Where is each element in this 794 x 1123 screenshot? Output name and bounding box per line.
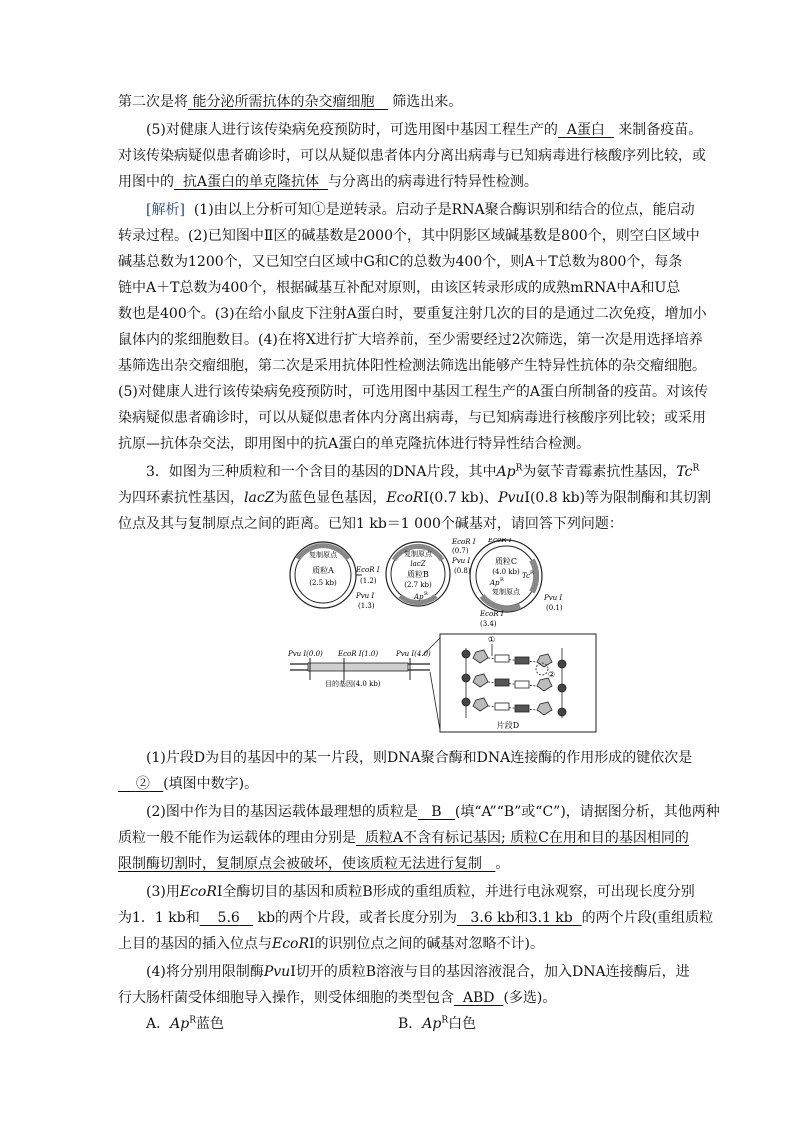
question-3-3-line-2: 为1．1 kb和 5.6 kb的两个片段，或者长度分别为 3.6 kb和3.1 kb 的两个片段(重组质粒 bbox=[118, 910, 714, 926]
plasmid-b-eco: EcoR Ⅰ bbox=[452, 538, 476, 546]
plasmid-c-pvu-pos: (0.1) bbox=[546, 604, 563, 612]
answer-blank: 限制酶切割时，复制原点会被破坏，使该质粒无法进行复制 bbox=[118, 856, 482, 872]
plasmid-b-amp: Ap bbox=[414, 593, 424, 601]
target-gene bbox=[287, 638, 440, 730]
question-3-line-3: 位点及其与复制原点之间的距离。已知1 kb＝1 000个碱基对，请回答下列问题： bbox=[118, 516, 623, 532]
answer-blank: ② bbox=[135, 776, 150, 792]
option-a: A．$Ap^R$蓝色 bbox=[146, 1015, 224, 1032]
plasmid-b-pvu-pos: (0.8) bbox=[454, 567, 471, 575]
answer-blank: 5.6 bbox=[217, 910, 240, 926]
plasmid-c-size: (4.0 kb) bbox=[492, 568, 520, 576]
plasmid-b-lacz: lacZ bbox=[410, 560, 426, 568]
plasmid-a-pvu: Pvu Ⅰ bbox=[356, 592, 375, 600]
answer-line-p2-3: 用图中的 抗A蛋白的单克隆抗体 与分离出的病毒进行特异性检测。 bbox=[118, 174, 538, 190]
analysis-line-5: 数也是400个。(3)在给小鼠皮下注射A蛋白时，要重复注射几次的目的是通过二次免疫，增加小 bbox=[118, 306, 707, 322]
gene-eco: EcoR Ⅰ(1.0) bbox=[338, 650, 379, 658]
plasmid-c-tc: Tc bbox=[522, 572, 531, 580]
analysis-line-2: 转录过程。(2)已知图中Ⅱ区的碱基数是2000个，其中阴影区域碱基数是800个，则空白区域中 bbox=[118, 228, 700, 244]
answer-line-p1 bbox=[118, 92, 708, 112]
plasmid-c-eco: EcoR Ⅰ bbox=[480, 610, 504, 618]
plasmid-a-name: 质粒A bbox=[312, 566, 334, 575]
plasmid-b bbox=[386, 538, 476, 606]
gene-label: 目的基因(4.0 kb) bbox=[325, 680, 381, 688]
answer-blank: B bbox=[431, 804, 442, 820]
text: 筛选出来。 bbox=[392, 94, 463, 110]
option-b: B．$Ap^R$白色 bbox=[398, 1015, 477, 1032]
answer-blank: A蛋白 bbox=[566, 122, 605, 138]
question-3-2-line-2: 质粒一般不能作为运载体的理由分别是 质粒A不含有标记基因; 质粒C在用和目的基因相同的 bbox=[118, 830, 689, 846]
answer-blank: 抗A蛋白的单克隆抗体 bbox=[182, 174, 320, 190]
plasmid-c bbox=[470, 538, 563, 628]
question-3-2-line-1: (2)图中作为目的基因运载体最理想的质粒是 B (填“A”“B”或“C”)，请据图分析，其他两种 bbox=[146, 804, 720, 820]
plasmid-b-amp-sup: R bbox=[424, 591, 428, 597]
analysis-line-7: 基筛选出杂交瘤细胞，第二次是采用抗体阳性检测法筛选出能够产生特异性抗体的杂交瘤细胞。 bbox=[118, 358, 706, 374]
fragment-d bbox=[440, 634, 596, 732]
question-3-1-line-2: ② (填图中数字)。 bbox=[118, 774, 708, 794]
plasmid-c-pvu: Pvu Ⅰ bbox=[544, 594, 563, 602]
plasmid-c-ori: 复制原点 bbox=[492, 588, 520, 596]
plasmid-b-ori: 复制原点 bbox=[404, 550, 432, 558]
question-3-4-line-1: (4)将分别用限制酶PvuⅠ切开的质粒B溶液与目的基因溶液混合，加入DNA连接酶后，进 bbox=[146, 964, 690, 980]
plasmid-b-size: (2.7 kb) bbox=[404, 581, 432, 589]
question-3-line-2: 为四环素抗性基因，lacZ为蓝色显色基因，EcoRⅠ(0.7 kb)、PvuⅠ(0.8 kb)等为限制酶和其切割 bbox=[118, 490, 712, 506]
question-3-3-line-1: (3)用EcoRⅠ全酶切目的基因和质粒B形成的重组质粒，并进行电泳观察，可出现长度分别 bbox=[146, 884, 695, 900]
question-3-3-line-3: 上目的基因的插入位点与EcoRⅠ的识别位点之间的碱基对忽略不计)。 bbox=[118, 936, 545, 952]
plasmid-a-ori: 复制原点 bbox=[309, 551, 337, 559]
analysis-line-10: 抗原—抗体杂交法，即用图中的抗A蛋白的单克隆抗体进行特异性结合检测。 bbox=[118, 436, 591, 452]
fragment-mark-1: ① bbox=[488, 635, 496, 644]
answer-blank: 质粒A不含有标记基因; 质粒C在用和目的基因相同的 bbox=[364, 830, 689, 846]
question-3-line-1: 3．如图为三种质粒和一个含目的基因的DNA片段，其中$Ap^R$为氨苄青霉素抗性基因，$Tc^R$ bbox=[146, 463, 700, 480]
question-3-4-line-2: 行大肠杆菌受体细胞导入操作，则受体细胞的类型包含 ABD (多选)。 bbox=[118, 990, 557, 1006]
plasmid-c-eco-pos: (3.4) bbox=[480, 620, 497, 628]
plasmid-a bbox=[290, 542, 380, 610]
text: 第二次是将 bbox=[118, 94, 188, 110]
analysis-line-9: 染病疑似患者确诊时，可以从疑似患者体内分离出病毒，与已知病毒进行核酸序列比较；或采用 bbox=[118, 410, 706, 426]
answer-blank: ABD bbox=[462, 990, 495, 1006]
analysis-line-6: 鼠体内的浆细胞数目。(4)在将X进行扩大培养前，至少需要经过2次筛选，第一次是用选择培养 bbox=[118, 332, 703, 348]
plasmid-b-eco-pos: (0.7) bbox=[452, 547, 469, 555]
fragment-mark-2: ② bbox=[548, 670, 556, 679]
gene-pvu-2: Pvu Ⅰ(4.0) bbox=[396, 650, 431, 658]
plasmid-b-pvu: Pvu Ⅰ bbox=[452, 557, 471, 565]
question-3-2-line-3: 限制酶切割时，复制原点会被破坏，使该质粒无法进行复制 。 bbox=[118, 856, 510, 872]
analysis-tag: [解析] bbox=[146, 202, 185, 218]
analysis-line-1: [解析] (1)由以上分析可知①是逆转录。启动子是RNA聚合酶识别和结合的位点，能启动 bbox=[146, 202, 695, 218]
plasmid-a-eco-pos: (1.2) bbox=[360, 577, 377, 585]
plasmid-a-eco: EcoR Ⅰ bbox=[356, 566, 380, 574]
plasmid-c-name: 质粒C bbox=[494, 557, 518, 566]
fragment-label: 片段D bbox=[496, 721, 520, 730]
plasmid-c-eco-top: EcoR Ⅰ bbox=[488, 538, 512, 544]
answer-blank: 3.6 kb和3.1 kb bbox=[470, 910, 573, 926]
answer-line-p2-2: 对该传染病疑似患者确诊时，可以从疑似患者体内分离出病毒与已知病毒进行核酸序列比较，或 bbox=[118, 148, 706, 164]
plasmid-figure bbox=[270, 538, 600, 738]
plasmid-b-name: 质粒B bbox=[407, 570, 429, 579]
answer-blank: 能分泌所需抗体的杂交瘤细胞 bbox=[192, 94, 375, 110]
analysis-line-8: (5)对健康人进行该传染病免疫预防时，可选用图中基因工程生产的A蛋白所制备的疫苗。对该传 bbox=[118, 384, 708, 400]
plasmid-a-size: (2.5 kb) bbox=[309, 579, 337, 587]
question-3-1-line-1: (1)片段D为目的基因中的某一片段，则DNA聚合酶和DNA连接酶的作用形成的键依次是 bbox=[146, 750, 693, 766]
analysis-line-3: 碱基总数为1200个，又已知空白区域中G和C的总数为400个，则A＋T总数为800个，每条 bbox=[118, 254, 683, 270]
plasmid-c-amp-sup: R bbox=[500, 577, 504, 583]
answer-line-p2-1: (5)对健康人进行该传染病免疫预防时，可选用图中基因工程生产的 A蛋白 来制备疫苗。 bbox=[146, 122, 703, 138]
analysis-line-4: 链中A＋T总数为400个，根据碱基互补配对原则，由该区转录形成的成熟mRNA中A和U总 bbox=[118, 280, 681, 296]
plasmid-a-pvu-pos: (1.3) bbox=[358, 602, 375, 610]
plasmid-c-tc-sup: R bbox=[530, 570, 534, 576]
plasmid-c-amp: Ap bbox=[490, 579, 500, 587]
gene-pvu-1: Pvu Ⅰ(0.0) bbox=[288, 650, 323, 658]
